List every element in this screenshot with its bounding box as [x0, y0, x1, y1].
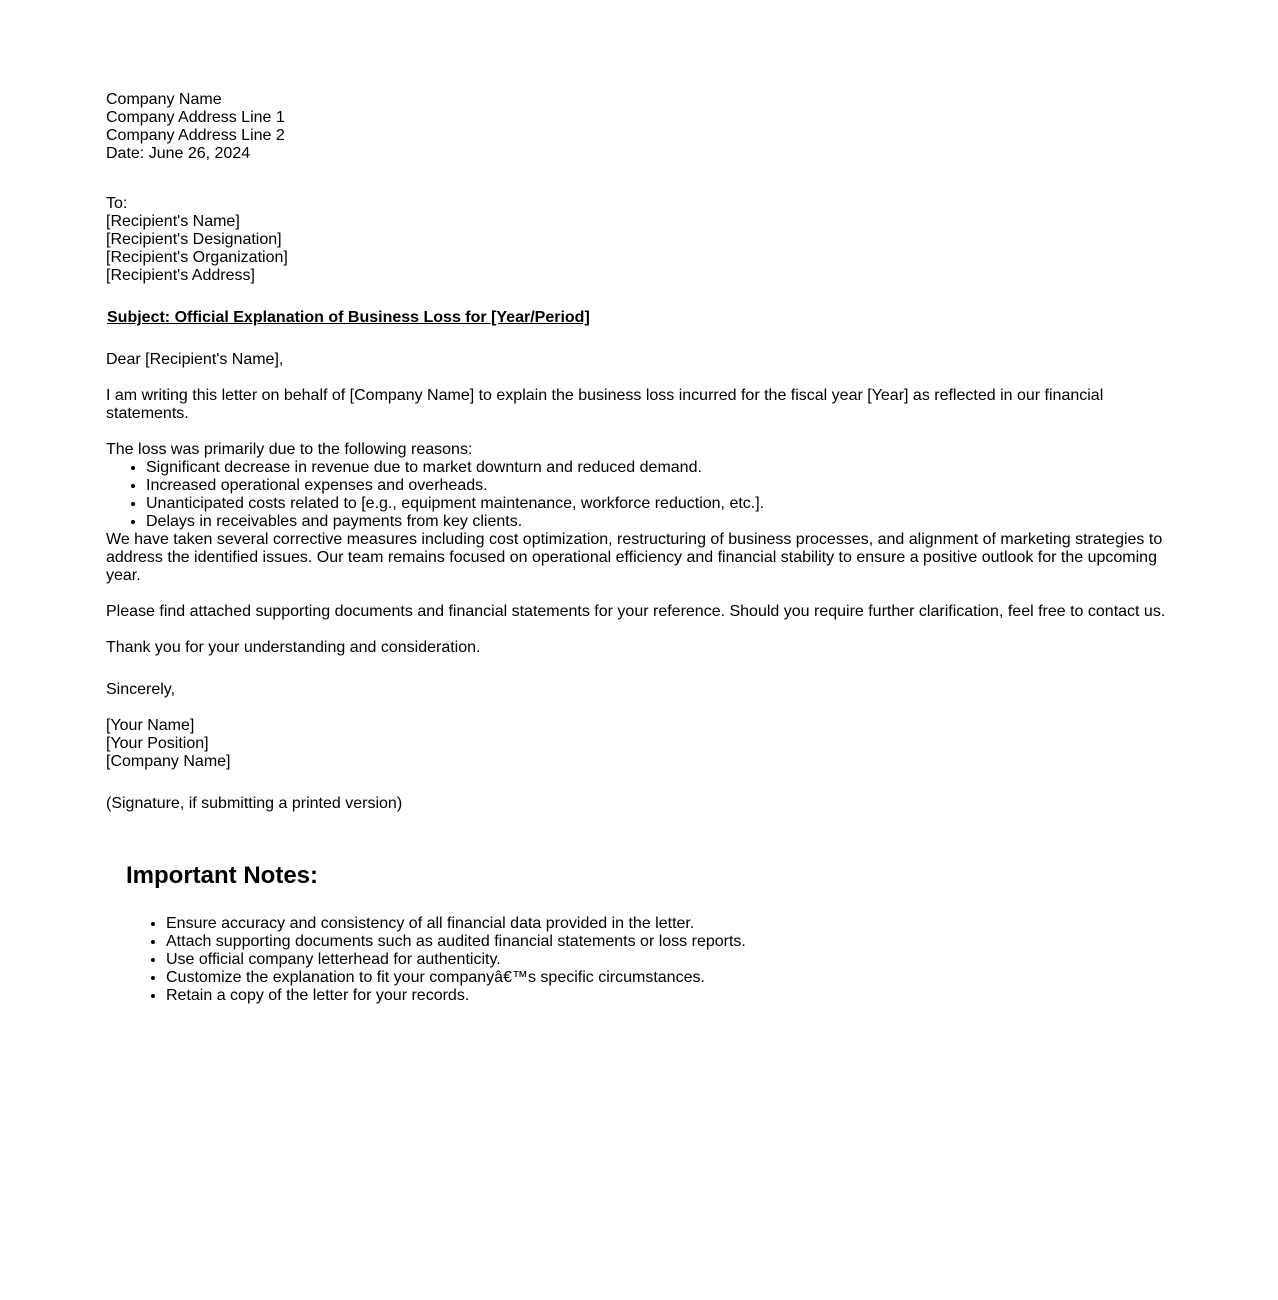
closing: Sincerely, — [106, 681, 176, 698]
thanks-paragraph: Thank you for your understanding and consideration. — [106, 639, 481, 656]
spacer — [106, 163, 1176, 195]
note-item: • Retain a copy of the letter for your records. — [166, 987, 1226, 1005]
signatory-position: [Your Position] — [106, 735, 209, 752]
note-item: • Use official company letterhead for authenticity. — [166, 951, 1226, 969]
important-notes-section — [126, 861, 1226, 1005]
reason-item: • Unanticipated costs related to [e.g., equipment maintenance, workforce reduction, etc.]. — [146, 495, 1176, 513]
note-item: • Attach supporting documents such as audited financial statements or loss reports. — [166, 933, 1226, 951]
sender-address-line-2: Company Address Line 2 — [106, 127, 285, 144]
letter-date: Date: June 26, 2024 — [106, 145, 251, 162]
letter-subject: Subject: Official Explanation of Business Loss for [Year/Period] — [107, 309, 590, 326]
sender-company-name: Company Name — [106, 91, 222, 108]
note-item: • Ensure accuracy and consistency of all financial data provided in the letter. — [166, 915, 1226, 933]
notes-list — [126, 915, 1226, 1005]
reason-item: • Delays in receivables and payments from key clients. — [146, 513, 1176, 531]
intro-paragraph: I am writing this letter on behalf of [Company Name] to explain the business loss incurred for the fiscal year [Year] as reflected in our financial statements. — [106, 387, 1104, 422]
attachments-paragraph: Please find attached supporting documents and financial statements for your reference. Should you require further clarification, feel free to contact us. — [106, 603, 1166, 620]
recipient-address: [Recipient's Address] — [106, 267, 255, 284]
recipient-block — [106, 195, 1176, 285]
recipient-name: [Recipient's Name] — [106, 213, 240, 230]
recipient-to-label: To: — [106, 195, 128, 212]
note-item: • Customize the explanation to fit your companyâ€™s specific circumstances. — [166, 969, 1226, 987]
signature-note: (Signature, if submitting a printed version) — [106, 795, 403, 812]
reason-item: • Significant decrease in revenue due to market downturn and reduced demand. — [146, 459, 1176, 477]
recipient-designation: [Recipient's Designation] — [106, 231, 282, 248]
corrective-paragraph: We have taken several corrective measures including cost optimization, restructuring of business processes, and alignment of marketing strategies to address the identified issues. Our team remains focused on operational efficiency and financial stability to ensure a positive outlook for the upcoming year. — [106, 531, 1163, 584]
sender-block — [106, 91, 1176, 163]
recipient-organization: [Recipient's Organization] — [106, 249, 288, 266]
notes-heading: Important Notes: — [126, 862, 318, 889]
reasons-intro: The loss was primarily due to the following reasons: — [106, 441, 473, 458]
reasons-list — [106, 459, 1176, 531]
salutation: Dear [Recipient's Name], — [106, 351, 284, 368]
signatory-company: [Company Name] — [106, 753, 231, 770]
sender-address-line-1: Company Address Line 1 — [106, 109, 285, 126]
signatory-block — [106, 717, 1176, 771]
reason-item: • Increased operational expenses and overheads. — [146, 477, 1176, 495]
letter — [106, 91, 1176, 813]
signatory-name: [Your Name] — [106, 717, 195, 734]
